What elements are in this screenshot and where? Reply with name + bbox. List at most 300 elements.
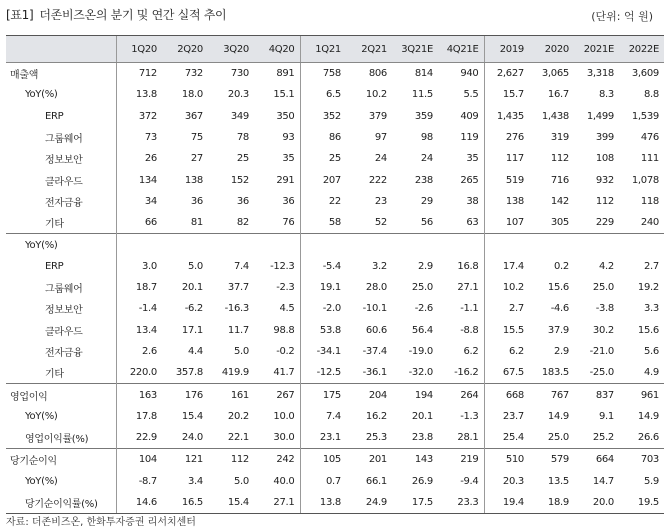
table-cell: -12.3: [270, 260, 295, 272]
table-cell: 15.6: [547, 282, 569, 294]
table-row: [6, 298, 664, 319]
table-cell: 41.7: [273, 367, 295, 379]
table-cell: 56: [420, 217, 433, 229]
table-cell: 242: [254, 449, 300, 471]
table-cell: 4.2: [598, 260, 614, 272]
table-cell: 25.3: [365, 432, 387, 444]
table-cell: 5.5: [463, 89, 479, 101]
table-cell: 152: [230, 174, 249, 186]
table-cell: 24.0: [181, 432, 203, 444]
table-row: [6, 427, 664, 449]
table-cell: 20.1: [411, 410, 433, 422]
table-cell: 579: [529, 449, 574, 471]
row-label: 정보보안: [45, 155, 83, 167]
table-cell: 66: [116, 212, 162, 234]
table-cell: 175: [300, 384, 346, 406]
table-cell: 519: [484, 169, 529, 190]
table-cell: 5.0: [233, 475, 249, 487]
table-cell: 30.0: [273, 432, 295, 444]
table-cell: 201: [346, 449, 392, 471]
table-cell: 664: [574, 449, 619, 471]
table-cell: 25.2: [592, 432, 614, 444]
table-cell: 17.5: [392, 492, 438, 514]
table-cell: 5.6: [643, 346, 659, 357]
table-row: [6, 471, 664, 492]
table-cell: 143: [392, 449, 438, 471]
row-label: 당기순이익률(%): [6, 492, 116, 514]
table-cell: 17.4: [484, 256, 529, 277]
table-cell: 104: [116, 449, 162, 471]
table-cell: -2.0: [300, 298, 346, 319]
table-cell: 86: [300, 127, 346, 148]
row-label: YoY(%): [25, 410, 58, 422]
column-header: 2022E: [619, 36, 664, 63]
table-cell: 23: [374, 195, 387, 207]
table-cell: 36: [236, 195, 249, 207]
table-cell: 98: [420, 132, 433, 144]
table-cell: 25.0: [411, 282, 433, 294]
table-cell: 25.4: [484, 427, 529, 449]
table-cell: 66.1: [365, 475, 387, 487]
table-cell: -3.8: [595, 303, 614, 315]
table-cell: 98.8: [273, 324, 295, 336]
table-cell: 352: [300, 106, 346, 127]
table-row: [6, 106, 664, 127]
table-cell: 26.9: [411, 475, 433, 487]
table-cell: 14.7: [592, 475, 614, 487]
table-title-text: 더존비즈온의 분기 및 연간 실적 추이: [39, 8, 227, 22]
table-cell: 3,609: [631, 68, 659, 80]
table-cell: 4.5: [279, 303, 295, 315]
table-cell: 229: [595, 217, 614, 229]
table-cell: 7.4: [233, 260, 249, 272]
table-cell: 105: [300, 449, 346, 471]
table-cell: [346, 234, 392, 256]
row-label: ERP: [45, 260, 64, 272]
table-cell: -9.4: [460, 475, 479, 487]
table-cell: 78: [236, 132, 249, 144]
table-cell: 28.1: [457, 432, 479, 444]
table-cell: 23.8: [411, 432, 433, 444]
table-cell: 93: [282, 132, 295, 144]
table-cell: 13.4: [116, 320, 162, 341]
table-cell: 961: [619, 384, 664, 406]
table-cell: 2.7: [484, 298, 529, 319]
row-label: YoY(%): [6, 234, 116, 256]
table-cell: 38: [466, 195, 479, 207]
table-cell: -25.0: [589, 367, 614, 379]
table-cell: 76: [282, 217, 295, 229]
column-header: 2021E: [574, 36, 619, 63]
table-cell: 13.8: [300, 492, 346, 514]
header-corner: [6, 36, 116, 63]
table-cell: 194: [392, 384, 438, 406]
table-cell: 24.9: [346, 492, 392, 514]
column-header: 3Q21E: [392, 36, 438, 63]
table-body: [6, 63, 664, 514]
table-cell: 138: [184, 174, 203, 186]
table-row: [6, 406, 664, 427]
table-cell: [574, 234, 619, 256]
table-cell: -34.1: [300, 341, 346, 362]
table-row: [6, 362, 664, 384]
table-cell: 238: [414, 174, 433, 186]
table-cell: 35: [282, 153, 295, 165]
table-cell: 18.9: [529, 492, 574, 514]
table-cell: 419.9: [221, 367, 249, 379]
table-cell: -10.1: [362, 303, 387, 315]
table-cell: 372: [116, 106, 162, 127]
table-cell: 3.2: [371, 260, 387, 272]
row-label: ERP: [45, 110, 64, 122]
table-cell: 14.6: [116, 492, 162, 514]
table-cell: 15.1: [273, 89, 295, 101]
table-row: [6, 148, 664, 169]
table-cell: 18.7: [116, 277, 162, 298]
column-header: 3Q20: [208, 36, 254, 63]
table-cell: 204: [346, 384, 392, 406]
table-cell: 81: [190, 217, 203, 229]
table-row: [6, 256, 664, 277]
table-cell: 19.5: [619, 492, 664, 514]
table-cell: 703: [619, 449, 664, 471]
table-row: [6, 169, 664, 190]
row-label: 기타: [45, 219, 64, 231]
table-cell: 1,499: [586, 110, 614, 122]
column-header: 4Q20: [254, 36, 300, 63]
table-cell: 183.5: [541, 367, 569, 379]
table-row: [6, 277, 664, 298]
table-cell: 1,078: [631, 174, 659, 186]
table-cell: 14.9: [637, 410, 659, 422]
table-cell: 19.4: [484, 492, 529, 514]
table-cell: 119: [460, 132, 479, 144]
table-cell: 11.7: [227, 324, 249, 336]
table-cell: 222: [368, 174, 387, 186]
table-cell: -12.5: [300, 362, 346, 384]
table-title: [6, 6, 226, 23]
table-cell: 17.1: [181, 324, 203, 336]
table-cell: 5.0: [233, 346, 249, 357]
table-cell: 20.2: [227, 410, 249, 422]
table-cell: 5.0: [187, 260, 203, 272]
table-cell: -16.2: [454, 367, 479, 379]
table-cell: 27.1: [254, 492, 300, 514]
table-cell: -36.1: [362, 367, 387, 379]
row-label: 당기순이익: [6, 449, 116, 471]
table-cell: 219: [438, 449, 484, 471]
table-cell: 399: [595, 132, 614, 144]
table-tag: [표1]: [6, 8, 34, 22]
table-cell: -8.8: [460, 324, 479, 336]
table-row: [6, 84, 664, 105]
table-cell: 806: [368, 68, 387, 80]
table-cell: 22.9: [116, 427, 162, 449]
table-cell: 112: [550, 153, 569, 165]
table-cell: 161: [208, 384, 254, 406]
table-cell: 111: [640, 153, 659, 165]
table-cell: 1,438: [541, 110, 569, 122]
table-cell: 163: [116, 384, 162, 406]
table-cell: 22: [300, 191, 346, 212]
table-cell: 8.3: [598, 89, 614, 101]
table-cell: -5.4: [300, 256, 346, 277]
table-cell: 15.5: [484, 320, 529, 341]
table-header: [6, 36, 664, 63]
table-cell: -32.0: [408, 367, 433, 379]
row-label: 전자금융: [45, 348, 83, 359]
table-row: [6, 384, 664, 406]
table-cell: 7.4: [300, 406, 346, 427]
table-cell: 6.5: [300, 84, 346, 105]
table-cell: 19.2: [637, 282, 659, 294]
column-header: 2Q20: [162, 36, 208, 63]
column-header: 2019: [484, 36, 529, 63]
row-label: 매출액: [10, 70, 39, 82]
table-cell: 367: [184, 110, 203, 122]
table-row: [6, 492, 664, 514]
table-cell: 24: [374, 153, 387, 165]
table-cell: 3.4: [187, 475, 203, 487]
table-cell: 267: [254, 384, 300, 406]
table-cell: 1,435: [484, 106, 529, 127]
table-cell: [438, 234, 484, 256]
table-cell: 176: [162, 384, 208, 406]
table-cell: 35: [466, 153, 479, 165]
table-cell: 767: [529, 384, 574, 406]
table-cell: 9.1: [598, 410, 614, 422]
table-cell: 3,065: [541, 68, 569, 80]
table-cell: -1.1: [460, 303, 479, 315]
table-cell: 276: [484, 127, 529, 148]
table-cell: 19.1: [300, 277, 346, 298]
table-cell: 134: [116, 169, 162, 190]
table-cell: 52: [374, 217, 387, 229]
table-cell: -16.3: [224, 303, 249, 315]
table-cell: 940: [460, 68, 479, 80]
table-cell: 207: [300, 169, 346, 190]
table-cell: [619, 234, 664, 256]
table-cell: 28.0: [365, 282, 387, 294]
table-cell: 668: [484, 384, 529, 406]
table-cell: 2.9: [417, 260, 433, 272]
table-cell: 932: [595, 174, 614, 186]
table-cell: 82: [236, 217, 249, 229]
table-cell: -21.0: [589, 346, 614, 357]
row-label: YoY(%): [25, 89, 58, 101]
table-cell: 22.1: [227, 432, 249, 444]
table-cell: 2.6: [116, 341, 162, 362]
row-label: 영업이익: [6, 384, 116, 406]
table-cell: 112: [595, 195, 614, 207]
table-cell: 11.5: [411, 89, 433, 101]
table-cell: 13.5: [547, 475, 569, 487]
column-header: 2Q21: [346, 36, 392, 63]
table-cell: 24: [420, 153, 433, 165]
row-label: 클라우드: [45, 326, 83, 338]
table-cell: 15.6: [637, 324, 659, 336]
table-cell: -19.0: [408, 346, 433, 357]
column-header: 1Q20: [116, 36, 162, 63]
table-cell: 716: [550, 174, 569, 186]
table-cell: 16.2: [365, 410, 387, 422]
table-cell: 4.9: [643, 367, 659, 379]
table-cell: -0.2: [276, 346, 295, 357]
table-cell: 15.7: [484, 84, 529, 105]
table-cell: 476: [640, 132, 659, 144]
table-cell: 350: [276, 110, 295, 122]
row-label: 정보보안: [45, 305, 83, 317]
table-cell: 36: [282, 195, 295, 207]
table-cell: 357.8: [175, 367, 203, 379]
table-cell: 0.7: [300, 471, 346, 492]
table-cell: [484, 234, 529, 256]
table-cell: 60.6: [365, 324, 387, 336]
table-cell: 20.1: [181, 282, 203, 294]
table-cell: 359: [414, 110, 433, 122]
table-cell: 510: [484, 449, 529, 471]
table-cell: 265: [460, 174, 479, 186]
table-cell: 108: [595, 153, 614, 165]
table-cell: 37.9: [547, 324, 569, 336]
table-cell: -4.6: [550, 303, 569, 315]
table-cell: 2.9: [553, 346, 569, 357]
table-cell: 75: [190, 132, 203, 144]
table-cell: 319: [550, 132, 569, 144]
table-cell: 0.2: [553, 260, 569, 272]
table-row: [6, 320, 664, 341]
table-cell: -8.7: [116, 471, 162, 492]
table-cell: 16.8: [457, 260, 479, 272]
column-header: 1Q21: [300, 36, 346, 63]
table-cell: 112: [208, 449, 254, 471]
table-cell: 1,539: [631, 110, 659, 122]
table-cell: 16.7: [547, 89, 569, 101]
table-cell: 23.3: [438, 492, 484, 514]
table-cell: 29: [420, 195, 433, 207]
table-cell: [116, 234, 162, 256]
table-cell: 240: [640, 217, 659, 229]
table-cell: 26.6: [637, 432, 659, 444]
table-cell: 10.2: [484, 277, 529, 298]
table-cell: 63: [466, 217, 479, 229]
table-cell: [529, 234, 574, 256]
table-cell: -37.4: [362, 346, 387, 357]
table-cell: 142: [550, 195, 569, 207]
table-cell: 20.0: [574, 492, 619, 514]
table-cell: 2.7: [643, 260, 659, 272]
column-header: 4Q21E: [438, 36, 484, 63]
source-note: 자료: 더존비즈온, 한화투자증권 리서치센터: [6, 517, 196, 528]
row-label: 그룹웨어: [45, 134, 83, 146]
table-cell: -2.6: [414, 303, 433, 315]
table-cell: 712: [116, 63, 162, 85]
column-header: 2020: [529, 36, 574, 63]
row-label: 전자금융: [45, 197, 83, 209]
table-cell: 73: [116, 127, 162, 148]
table-cell: -2.3: [276, 282, 295, 294]
table-cell: 25.0: [547, 432, 569, 444]
unit-note: (단위: 억 원): [591, 10, 653, 23]
table-cell: 53.8: [300, 320, 346, 341]
table-cell: 117: [484, 148, 529, 169]
table-cell: 23.7: [484, 406, 529, 427]
table-cell: 25.0: [592, 282, 614, 294]
table-cell: 56.4: [411, 324, 433, 336]
table-row: [6, 63, 664, 85]
table-cell: -1.3: [460, 410, 479, 422]
table-cell: 27: [190, 153, 203, 165]
table-cell: 27.1: [457, 282, 479, 294]
table-cell: 16.5: [162, 492, 208, 514]
table-cell: 4.4: [187, 346, 203, 357]
table-cell: 36: [190, 195, 203, 207]
table-row: [6, 234, 664, 256]
row-label: 클라우드: [45, 176, 83, 188]
table-cell: 25: [236, 153, 249, 165]
table-cell: 837: [574, 384, 619, 406]
table-cell: 20.3: [484, 471, 529, 492]
table-cell: 138: [484, 191, 529, 212]
table-cell: 891: [276, 68, 295, 80]
table-cell: 220.0: [116, 362, 162, 384]
table-cell: [300, 234, 346, 256]
table-cell: 264: [438, 384, 484, 406]
table-cell: 349: [230, 110, 249, 122]
table-cell: [254, 234, 300, 256]
table-cell: 121: [162, 449, 208, 471]
table-cell: 10.0: [273, 410, 295, 422]
table-cell: 107: [484, 212, 529, 234]
table-cell: 23.1: [300, 427, 346, 449]
table-cell: 3.3: [643, 303, 659, 315]
table-cell: [208, 234, 254, 256]
table-cell: [392, 234, 438, 256]
table-cell: 732: [184, 68, 203, 80]
table-cell: 30.2: [592, 324, 614, 336]
table-cell: 34: [116, 191, 162, 212]
table-row: [6, 212, 664, 234]
table-cell: 409: [460, 110, 479, 122]
table-cell: 58: [300, 212, 346, 234]
table-row: [6, 341, 664, 362]
table-cell: 97: [374, 132, 387, 144]
table-cell: 3,318: [586, 68, 614, 80]
row-label: 영업이익률(%): [25, 434, 89, 446]
table-cell: 291: [276, 174, 295, 186]
table-cell: 14.9: [547, 410, 569, 422]
table-cell: 10.2: [365, 89, 387, 101]
table-cell: 20.3: [227, 89, 249, 101]
financial-table: [6, 35, 664, 514]
table-cell: 40.0: [273, 475, 295, 487]
table-cell: 8.8: [643, 89, 659, 101]
table-cell: 26: [116, 148, 162, 169]
table-cell: 6.2: [463, 346, 479, 357]
table-row: [6, 191, 664, 212]
table-cell: -1.4: [116, 298, 162, 319]
table-cell: 15.4: [208, 492, 254, 514]
table-cell: 758: [300, 63, 346, 85]
row-label: 그룹웨어: [45, 284, 83, 296]
table-cell: 5.9: [643, 475, 659, 487]
table-cell: 6.2: [484, 341, 529, 362]
row-label: YoY(%): [25, 475, 58, 487]
table-cell: 814: [414, 68, 433, 80]
table-cell: 13.8: [116, 84, 162, 105]
table-cell: 730: [230, 68, 249, 80]
row-label: 기타: [45, 369, 64, 381]
